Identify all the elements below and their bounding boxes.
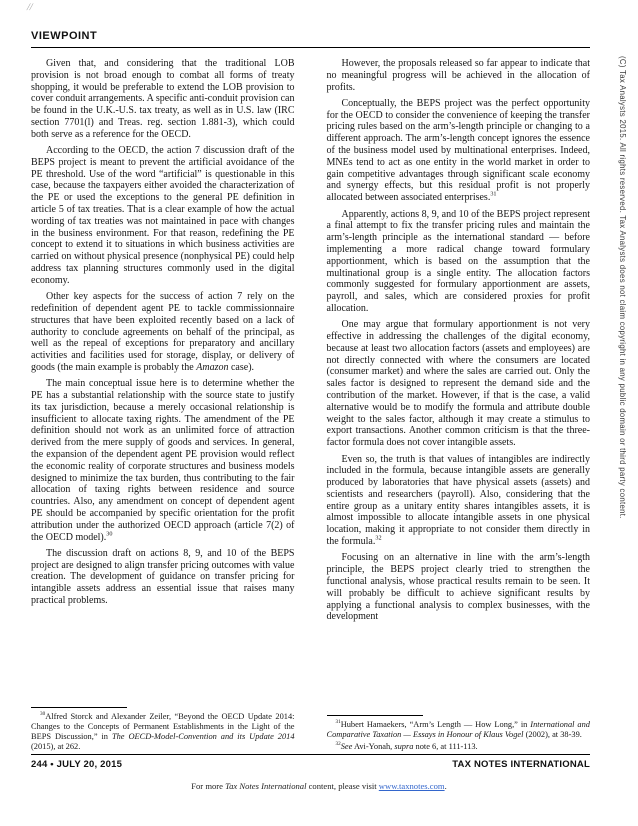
promo-middle: content, please visit xyxy=(306,781,379,791)
crop-mark: // xyxy=(25,2,34,13)
paragraph: One may argue that formulary apportionment is not very effective in addressing the challenges of the digital economy, because at least two allocation factors (assets and employees) are not directly connected with where the consumers are located (consumer market) and where the sales are carried out. Only the sales factor is designed to represent the demand side and the contribution of the market. However, if that is the case, a valid alternative would be to modify the formula and attribute double weight to the sales factor, although it may create a stimulus to export transactions. Another common criticism is that the three-factor formula does not cover intangible assets. xyxy=(326,319,590,449)
paragraph: Even so, the truth is that values of intangibles are indirectly included in the formula, because intangible assets are generally produced by laboratories that have physical assets (assets) and scientists and researchers (payroll). Also, considering that the entire group as a unitary entity shares intangibles assets, it is almost impossible to allocate intangible assets in one physical location, making it appropriate to not consider them directly in the formula.$^{32}$ xyxy=(326,453,590,548)
right-column-text xyxy=(327,58,591,628)
paragraph: Focusing on an alternative in line with the arm’s-length principle, the BEPS project clearly tried to strengthen the functional analysis, whose practical results remain to be seen. It will probably be difficult to achieve significant results by applying a functional analysis to complex businesses, with the development xyxy=(326,552,590,623)
journal-name: TAX NOTES INTERNATIONAL xyxy=(452,759,590,770)
left-footnotes xyxy=(31,701,295,754)
right-footnotes-text xyxy=(327,720,591,752)
right-footnotes xyxy=(327,709,591,754)
promo-suffix: . xyxy=(444,781,447,791)
section-header: VIEWPOINT xyxy=(31,30,98,42)
promo-prefix: For more xyxy=(191,781,226,791)
left-footnotes-text xyxy=(31,712,295,752)
paragraph: However, the proposals released so far appear to indicate that no meaningful progress will be achieved in the allocation of profits. xyxy=(326,58,590,93)
paragraph: Other key aspects for the success of action 7 rely on the redefinition of dependent agent PE to tackle commissionnaire structures that have been exploited recently based on a lack of authority to conclude agreements on behalf of the principal, as well as the repeal of exceptions for preparatory and ancillary activities and facilities used for storage, display, or delivery of goods (the main example is probably the Amazon case). xyxy=(31,291,295,373)
paragraph: Given that, and considering that the traditional LOB provision is not broad enough to combat all forms of treaty shopping, it would be preferable to extend the LOB provision to cover conduit arrangements. A specific anti-conduit provision can be found in the U.K.-U.S. tax treaty, as well as in U.S. law (IRC section 7701(l) and Treas. reg. section 1.881-3), which could both serve as a reference for the OECD. xyxy=(31,58,295,140)
footnote: $^{31}$Hubert Hamaekers, “Arm’s Length — How Long,” in International and Comparative Taxation — Essays in Honour of Klaus Vogel (2002), at 38-39. xyxy=(326,719,590,739)
taxnotes-link[interactable]: www.taxnotes.com xyxy=(378,781,445,791)
footnote-separator xyxy=(31,707,127,708)
left-column-text xyxy=(31,58,295,611)
left-column xyxy=(31,58,295,754)
footnote-separator xyxy=(327,715,423,716)
promo-line xyxy=(0,781,638,791)
article-body xyxy=(31,58,590,754)
paragraph: The discussion draft on actions 8, 9, and 10 of the BEPS project are designed to align transfer pricing outcomes with value creation. The development of guidance on transfer pricing for intangible assets address an essential issue that raises many practical problems. xyxy=(31,547,295,607)
footer-rule xyxy=(31,754,590,755)
right-column xyxy=(327,58,591,754)
header-rule xyxy=(31,47,590,48)
footnote: $^{30}$Alfred Storck and Alexander Zeiler, “Beyond the OECD Update 2014: Changes to the Concepts of Permanent Establishments in the Light of the BEPS Discussion,” in The OECD-Model-Convention and its Update 2014 (2015), at 262. xyxy=(31,711,295,751)
copyright-sidebar: (C) Tax Analysts 2015. All rights reserved. Tax Analysts does not claim copyright in any public domain or third party content. xyxy=(618,56,627,519)
footnote: $^{32}$See Avi-Yonah, supra note 6, at 111-113. xyxy=(335,741,478,751)
page-footer xyxy=(31,759,590,770)
paragraph: Apparently, actions 8, 9, and 10 of the BEPS project represent a final attempt to fix the transfer pricing rules and maintain the arm’s-length principle as the international standard — before implementing a more radical change toward formulary apportionment, which is based on the assumption that the multinational group is a single entity. The allocation factors commonly suggested for formulary apportionment are assets, payroll, and sales, which are considered proxies for profit allocation. xyxy=(326,208,590,314)
page-number-date: 244 • JULY 20, 2015 xyxy=(31,759,123,770)
paragraph: According to the OECD, the action 7 discussion draft of the BEPS project is meant to prevent the artificial avoidance of the PE threshold. Use of the word “artificial” is questionable in this case, because the taxpayers either avoided the characterization of the PE or used the exceptions to the general PE definition in article 5 of tax treaties. That is a clear example of how the actual wording of tax treaties was not maintained in pace with changes in the business environment. For that reason, redefining the PE concept to extend it to situations in which business activities are carried on without physical presence (nonphysical PE) could help address tax planning structures commonly used in the digital economy. xyxy=(31,145,295,286)
paragraph: Conceptually, the BEPS project was the perfect opportunity for the OECD to consider the convenience of keeping the transfer pricing rules based on the arm’s-length principle or changing to a different approach. The arm’s-length concept ignores the essence of the business model used by multinational enterprises. Indeed, MNEs tend to act as one entity in the world market in order to gain competitive advantages through significant scale economy and synergy effects, but this residual profit is not properly allocated between associated enterprises.$^{31}$ xyxy=(326,97,590,204)
page-header xyxy=(31,30,590,48)
promo-journal-name: Tax Notes International xyxy=(225,781,307,791)
paragraph: The main conceptual issue here is to determine whether the PE has a substantial relationship with the source state to justify its tax jurisdiction, because a merely occasional relationship is insufficient to allocate taxing rights. The amendment of the PE definition should not work as an unlimited force of attraction derived from the mere supply of goods and services. In general, the expansion of the dependent agent PE provision would reflect the economic reality of corporate structures and business models designed to minimize the tax burden, thus contributing to the fair allocation of taxing rights between residence and source countries. Also, any amendment on concept of dependent agent PE should be accompanied by specific orientation for the profit attribution under the authorized OECD approach (article 7(2) of the OECD model).$^{30}$ xyxy=(31,378,295,543)
